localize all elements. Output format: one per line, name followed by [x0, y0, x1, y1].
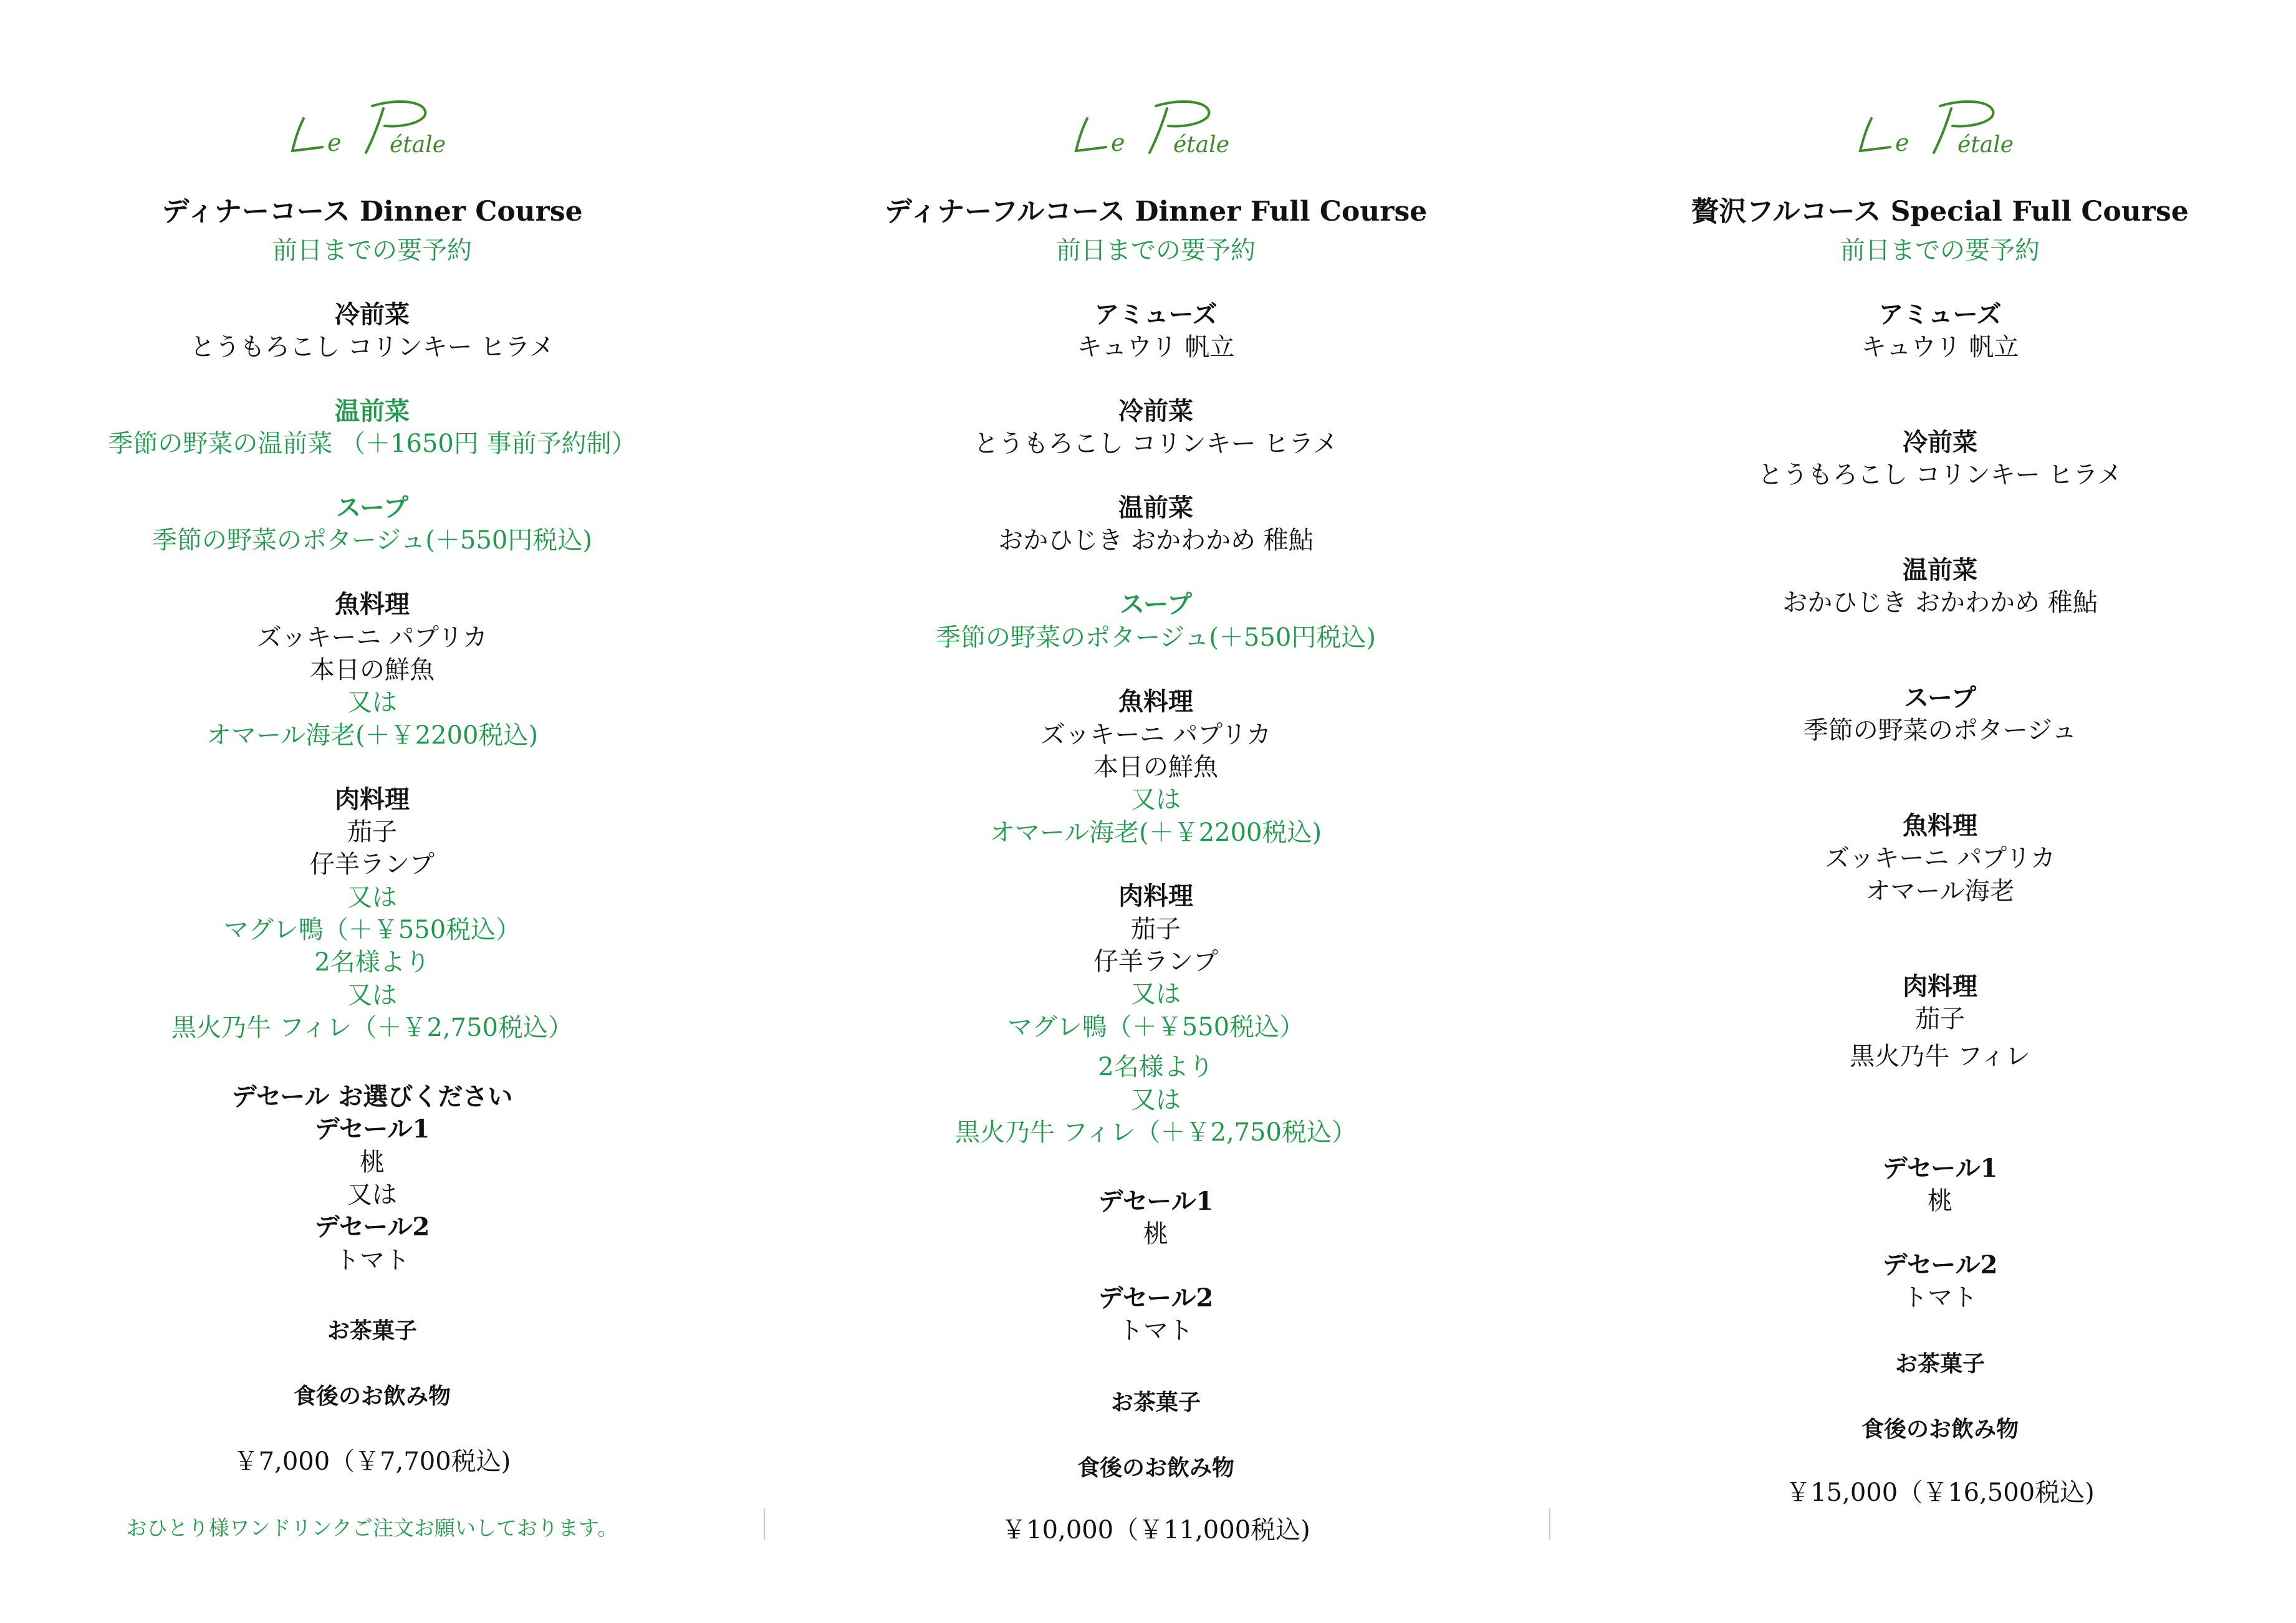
menu-item: おかひじき おかわかめ 稚鮎	[1782, 588, 2098, 617]
menu-section-heading: スープ	[336, 493, 408, 522]
menu-section-heading: 温前菜	[1903, 555, 1977, 585]
column-divider	[1549, 1508, 1550, 1539]
menu-item: トマト	[335, 1246, 410, 1275]
menu-item: 仔羊ランプ	[1093, 947, 1218, 976]
menu-item: 季節の野菜の温前菜 （＋1650円 事前予約制）	[108, 429, 636, 458]
reservation-note: 前日までの要予約	[272, 236, 472, 265]
menu-item: オマール海老(＋￥2200税込)	[989, 818, 1322, 847]
menu-item: 又は	[347, 688, 397, 717]
svg-text:étale: étale	[1173, 132, 1230, 158]
course-column-special-full	[1628, 0, 2252, 1623]
menu-section-heading: スープ	[1904, 683, 1976, 712]
menu-item: 季節の野菜のポタージュ(＋550円税込)	[936, 623, 1376, 652]
svg-text:e: e	[327, 129, 342, 156]
menu-section-heading: デセール お選びください	[231, 1082, 513, 1111]
le-petale-logo	[279, 93, 466, 162]
menu-extra-item: 食後のお飲み物	[1077, 1455, 1234, 1481]
menu-item: とうもろこし コリンキー ヒラメ	[190, 333, 555, 361]
menu-item: 桃	[1928, 1187, 1953, 1215]
menu-section-heading: デセール2	[1882, 1250, 1998, 1280]
menu-section-heading: デセール1	[314, 1114, 430, 1144]
menu-item: キュウリ 帆立	[1861, 333, 2019, 361]
course-title: ディナーフルコース Dinner Full Course	[884, 196, 1428, 227]
course-column-dinner-full	[844, 0, 1467, 1623]
menu-section-heading: 魚料理	[1903, 811, 1977, 840]
menu-item: トマト	[1118, 1316, 1193, 1345]
menu-item: 桃	[360, 1148, 385, 1177]
menu-section-heading: 肉料理	[1903, 972, 1977, 1001]
course-title: 贅沢フルコース Special Full Course	[1691, 196, 2189, 227]
menu-section-heading: 冷前菜	[1118, 396, 1193, 426]
course-column-dinner	[60, 0, 684, 1623]
menu-section-heading: 温前菜	[335, 396, 410, 426]
column-divider	[764, 1508, 765, 1539]
menu-item: ズッキーニ パプリカ	[1040, 721, 1272, 749]
drink-order-note: おひとり様ワンドリンクご注文お願いしております。	[126, 1516, 618, 1540]
menu-section-heading: 冷前菜	[1903, 428, 1977, 457]
menu-item: 又は	[1131, 1086, 1181, 1114]
menu-section-heading: デセール2	[1098, 1283, 1214, 1313]
menu-section-heading: アミューズ	[1878, 300, 2002, 329]
menu-section-heading: 冷前菜	[335, 300, 410, 329]
menu-extra-item: お茶菓子	[1110, 1389, 1201, 1415]
menu-item: 2名様より	[314, 948, 430, 977]
menu-item: 季節の野菜のポタージュ	[1803, 716, 2077, 745]
menu-extra-item: 食後のお飲み物	[1861, 1416, 2019, 1442]
menu-item: オマール海老	[1865, 877, 2015, 906]
menu-item: とうもろこし コリンキー ヒラメ	[1757, 461, 2123, 489]
menu-item: 又は	[347, 883, 397, 912]
menu-item: 2名様より	[1098, 1053, 1214, 1081]
menu-section-heading: 温前菜	[1118, 493, 1193, 522]
reservation-note: 前日までの要予約	[1840, 236, 2040, 265]
menu-item: 桃	[1143, 1220, 1168, 1248]
menu-item: 本日の鮮魚	[310, 656, 435, 684]
course-title: ディナーコース Dinner Course	[161, 196, 583, 227]
menu-item: 又は	[1131, 785, 1181, 814]
menu-section-heading: デセール2	[314, 1212, 430, 1242]
menu-section-heading: スープ	[1120, 590, 1192, 619]
menu-item: ズッキーニ パプリカ	[1824, 844, 2056, 873]
menu-section-heading: 魚料理	[335, 590, 410, 619]
course-price: ￥7,000（￥7,700税込)	[233, 1447, 511, 1476]
menu-item: とうもろこし コリンキー ヒラメ	[973, 429, 1338, 458]
menu-section-heading: デセール1	[1882, 1154, 1998, 1183]
svg-text:étale: étale	[390, 132, 446, 158]
menu-item: 茄子	[347, 818, 397, 846]
menu-item: 黒火乃牛 フィレ	[1850, 1042, 2030, 1071]
menu-item: 黒火乃牛 フィレ（＋￥2,750税込）	[954, 1118, 1357, 1147]
menu-section-heading: 肉料理	[1118, 881, 1193, 911]
menu-item: 又は	[347, 981, 397, 1010]
menu-item: オマール海老(＋￥2200税込)	[206, 721, 539, 750]
menu-section-heading: 肉料理	[335, 785, 410, 814]
course-price: ￥15,000（￥16,500税込)	[1785, 1478, 2095, 1507]
reservation-note: 前日までの要予約	[1056, 236, 1256, 265]
menu-item: おかひじき おかわかめ 稚鮎	[998, 526, 1314, 555]
menu-section-heading: 魚料理	[1118, 687, 1193, 716]
svg-text:étale: étale	[1957, 132, 2014, 158]
menu-extra-item: お茶菓子	[327, 1318, 417, 1344]
svg-text:e: e	[1895, 129, 1909, 156]
menu-item: マグレ鴨（＋￥550税込）	[1007, 1013, 1305, 1041]
menu-item: 茄子	[1915, 1005, 1965, 1033]
menu-item: 季節の野菜のポタージュ(＋550円税込)	[152, 526, 592, 555]
menu-item: キュウリ 帆立	[1077, 333, 1235, 361]
svg-text:e: e	[1111, 129, 1125, 156]
menu-section-heading: デセール1	[1098, 1187, 1214, 1216]
menu-item: 仔羊ランプ	[310, 850, 435, 879]
menu-item: 本日の鮮魚	[1093, 753, 1218, 782]
menu-item: 又は	[1131, 980, 1181, 1008]
menu-item: 茄子	[1131, 915, 1181, 944]
menu-item: 黒火乃牛 フィレ（＋￥2,750税込）	[171, 1013, 574, 1042]
menu-item: ズッキーニ パプリカ	[256, 623, 488, 652]
menu-item: トマト	[1903, 1283, 1977, 1312]
course-price: ￥10,000（￥11,000税込)	[1001, 1516, 1310, 1544]
menu-item: 又は	[347, 1180, 397, 1209]
menu-item: マグレ鴨（＋￥550税込）	[223, 916, 521, 944]
menu-extra-item: お茶菓子	[1895, 1351, 1985, 1377]
menu-section-heading: アミューズ	[1094, 300, 1218, 329]
menu-extra-item: 食後のお飲み物	[293, 1383, 451, 1409]
le-petale-logo	[1062, 93, 1249, 162]
le-petale-logo	[1847, 93, 2034, 162]
